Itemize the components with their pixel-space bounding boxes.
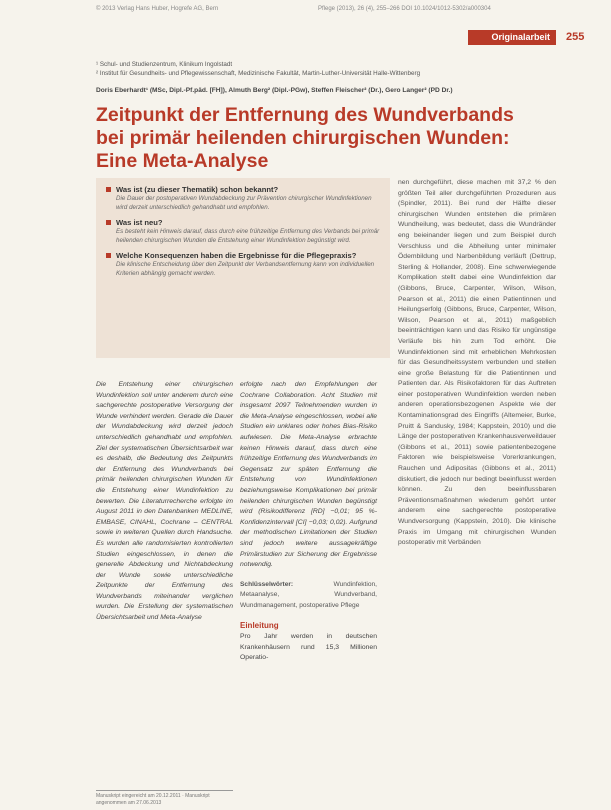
key-questions-box: [96, 178, 390, 358]
key-question-text: Was ist neu?: [116, 218, 163, 227]
key-question-text: Was ist (zu dieser Thematik) schon bekannt?: [116, 185, 279, 194]
key-question-2: [106, 218, 380, 228]
footnote: Manuskript eingereicht am 20.12.2011 · Manuskript angenommen am 27.06.2013: [96, 790, 233, 806]
keywords: [240, 580, 377, 612]
affiliations: [96, 60, 586, 78]
abstract-column-1: [96, 380, 233, 624]
abstract-text-1: Die Entstehung einer chirurgischen Wundinfektion soll unter anderem durch eine sachgerechte postoperative Versorgung der Wunde verhindert werden. Gerade die Dauer der Wundabdeckung wird derzeit jedoch unterschiedlich gehandhabt und empfohlen. Ziel der systematischen Übersichtsarbeit war es deshalb, die Bedeutung des Zeitpunkts der Entfernung des Wundverbands bei primär heilenden chirurgischen Wunden für die Entstehung einer Wundinfektion zu bewerten. Die Literaturrecherche erfolgte im August 2011 in den Datenbanken MEDLINE, EMBASE, CINAHL, Cochrane – CENTRAL sowie in weiteren Quellen durch Handsuche. Es wurden alle randomisierten kontrollierten Studien eingeschlossen, in denen die generelle Abdeckung und Nichtabdeckung der Wunde sowie unterschiedliche Zeitpunkte der Entfernung des Wundverbands miteinander verglichen wurden. Die Erstellung der systematischen Übersichtsarbeit und Meta-Analyse: [96, 381, 233, 622]
key-question-3: [106, 251, 380, 261]
abstract-text-2: erfolgte nach den Empfehlungen der Cochrane Collaboration. Acht Studien mit insgesamt 2097 Teilnehmenden wurden in die Meta-Analyse eingeschlossen, wobei alle Studien ein unklares oder hohes Bias-Risiko aufwiesen. Die Meta-Analyse erbrachte keinen Hinweis darauf, dass durch eine frühzeitige Entfernung des Wundverbands im Gegensatz zur späten Entfernung die Entstehung von Wundinfektionen beziehungsweise Komplikationen bei primär heilenden chirurgischen Wunden begünstigt wird (Risikodifferenz [RD] −0,01; 95 %-Konfidenzintervall [CI] −0,03; 0,02). Aufgrund der methodischen Limitationen der Studien sind jedoch weitere aussagekräftige Primärstudien zur Sicherung der Ergebnisse notwendig.: [240, 381, 377, 569]
keywords-list: Wundinfektion, Metaanalyse, Wundverband, Wundmanagement, postoperative Pflege: [240, 580, 377, 609]
key-question-1: [106, 185, 380, 195]
key-answer-3: Die klinische Entscheidung über den Zeitpunkt der Verbandsentfernung kann von individuellen Kriterien abhängig gemacht werden.: [116, 261, 375, 277]
running-header-right: Pflege (2013), 26 (4), 255–266 DOI 10.1024/1012-5302/a000304: [318, 6, 491, 12]
affiliation-1: ¹ Schul- und Studienzentrum, Klinikum Ingolstadt: [96, 61, 233, 68]
bullet-square-icon: [106, 253, 111, 258]
key-item-3: [106, 251, 380, 278]
authors: Doris Eberhardt¹ (MSc, Dipl.-Pf.päd. [FH]), Almuth Berg² (Dipl.-PGw), Steffen Fleischer² (Dr.), Gero Langer² (PD Dr.): [96, 87, 453, 94]
section-heading-introduction: Einleitung: [240, 621, 279, 631]
bullet-square-icon: [106, 187, 111, 192]
body-text: nen durchgeführt, diese machen mit 37,2 % den größten Teil aller durchgeführten Prozeduren aus (Spindler, 2011). Bei rund der Hälfte dieser chirurgischen Wunden entstehen die primären Wundheilung, was bedeutet, dass die Wundränder eng beieinander liegen und zum Beispiel durch Verschluss und die Abheilung unter minimaler Ödembildung und Narbenbildung verläuft (Dettrup, Sterling & Hollander, 2008). Eine schwerwiegende Komplikation stellt dabei eine Wundinfektion dar (Gibbons, Bruce, Carpenter, Wilson, Wilson, Pearson et al., 2011) die einen Patientinnen und Heilungserfolg (Gibbons, Bruce, Carpenter, Wilson, Wilson, Pearson et al., 2011) maßgeblich beeinträchtigen kann und das Risiko für ungünstige Verläufe bis hin zum Tod erhöht. Die Wundinfektionen sind mit erheblichen Mehrkosten für das Gesundheitssystem verbunden und stellen eine große Belastung für die Patientinnen und Patienten dar. Als Risikofaktoren für das Auftreten einer postoperativen Wundinfektion werden neben anderen operationsbezogenen Aspekte wie der Kontaminationsgrad des Eingriffs (Altemeier, Burke, Pruitt & Sandusky, 1984; Kappstein, 2010) und die Länge der postoperativen Krankenhausverweildauer (Gibbons et al., 2011) sowie patientenbezogene Faktoren wie beispielsweise Vorerkrankungen, Rauchen und Adipositas (Gibbons et al., 2011) diskutiert, die jedoch nur bedingt beeinflusst werden können. Zu den beeinflussbaren Präventionsmaßnahmen wiederum gehört unter anderem eine sachgerechte postoperative Wundversorgung (Kappstein, 2010). Die klinische Praxis im Umgang mit chirurgischen Wunden postoperativ mit Verbänden: [398, 179, 556, 547]
bullet-square-icon: [106, 220, 111, 225]
title-line-3: Eine Meta-Analyse: [96, 150, 269, 172]
key-item-2: [106, 218, 380, 245]
running-header-left: © 2013 Verlag Hans Huber, Hogrefe AG, Bern: [96, 6, 219, 12]
title-line-1: Zeitpunkt der Entfernung des Wundverbands: [96, 104, 514, 126]
key-answer-2: Es besteht kein Hinweis darauf, dass durch eine frühzeitige Entfernung des Verbands bei primär heilenden chirurgischen Wunden die Entstehung einer Wundinfektion begünstigt wird.: [116, 228, 380, 244]
title-line-2: bei primär heilenden chirurgischen Wunden:: [96, 127, 510, 149]
keywords-label: Schlüsselwörter:: [240, 580, 294, 588]
abstract-column-2: [240, 380, 377, 664]
article-title: [96, 104, 586, 173]
affiliation-2: ² Institut für Gesundheits- und Pflegewissenschaft, Medizinische Fakultät, Martin-Luther-Universität Halle-Wittenberg: [96, 70, 421, 77]
page-number: 255: [566, 31, 585, 43]
key-question-text: Welche Konsequenzen haben die Ergebnisse für die Pflegepraxis?: [116, 251, 357, 260]
body-column-3: [398, 178, 556, 549]
key-answer-1: Die Dauer der postoperativen Wundabdeckung zur Prävention chirurgischer Wundinfektionen wird derzeit unterschiedlich gehandhabt und empfohlen.: [116, 195, 372, 211]
key-item-1: [106, 185, 380, 212]
intro-text-start: Pro Jahr werden in deutschen Krankenhäusern rund 15,3 Millionen Operatio-: [240, 633, 377, 662]
article-type-badge: Originalarbeit: [468, 30, 556, 45]
